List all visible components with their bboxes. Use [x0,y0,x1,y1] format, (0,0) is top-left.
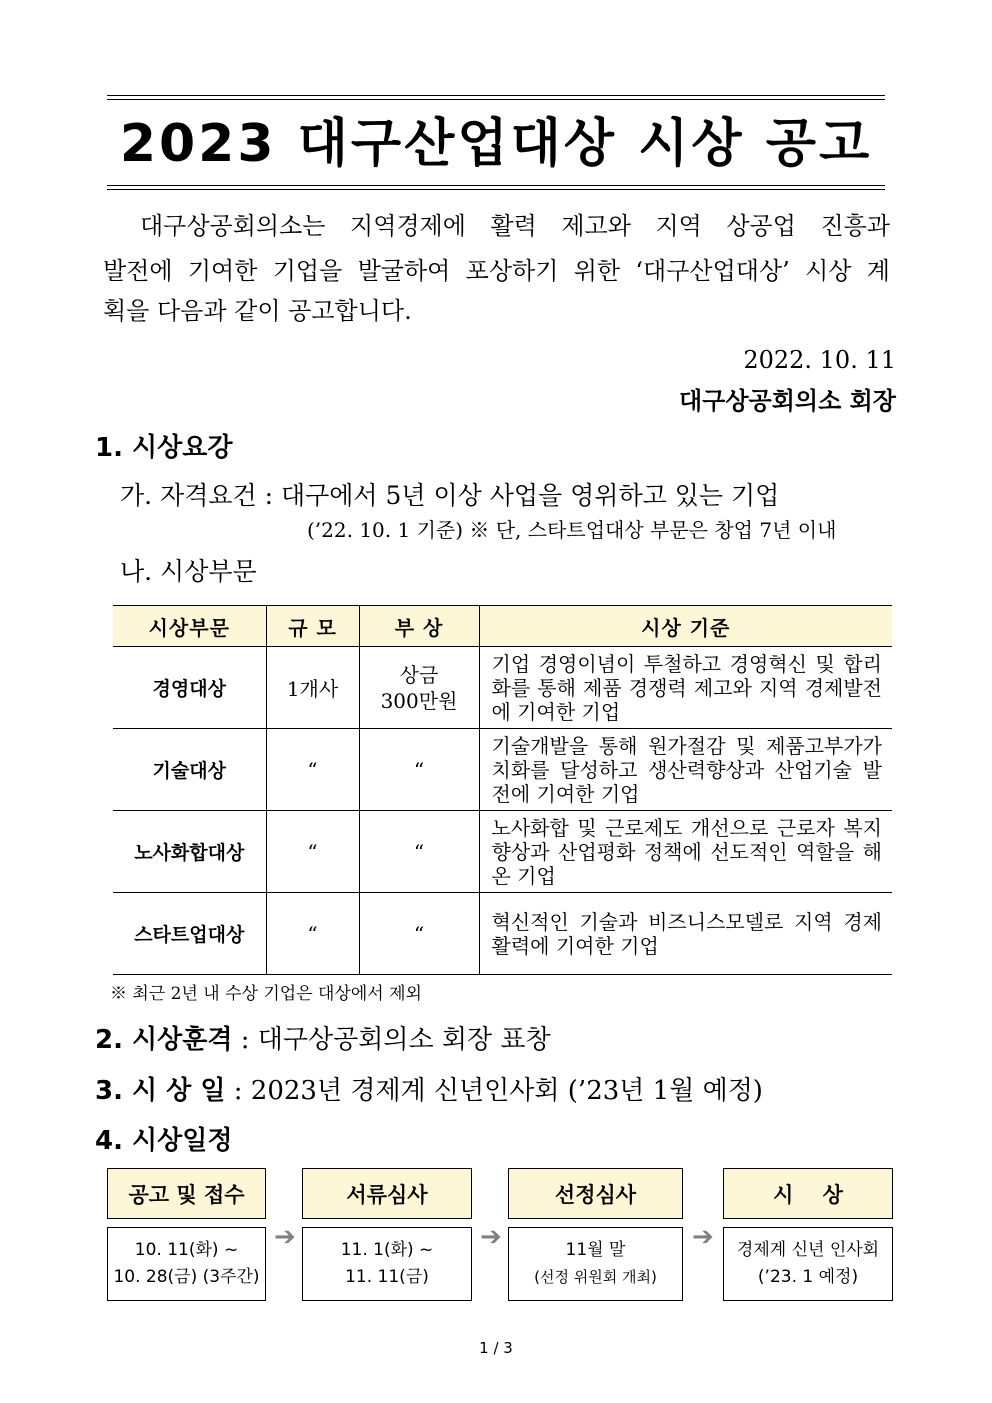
row-criteria: 혁신적인 기술과 비즈니스모델로 지역 경제 활력에 기여한 기업 [479,893,892,975]
intro-line-3: 획을 다음과 같이 공고합니다. [103,297,412,325]
table-row [113,893,892,975]
row-category: 기술대상 [113,729,266,811]
schedule-line: 11. 11(금) [345,1267,429,1287]
title-rule-top-1 [107,95,885,96]
title-rule-bottom-2 [107,189,885,190]
section3-label: 3. 시 상 일 [95,1076,226,1106]
schedule-step-title: 선정심사 [508,1168,683,1219]
row-prize: “ [359,811,479,893]
qualification-line: 가. 자격요건 : 대구에서 5년 이상 사업을 영위하고 있는 기업 [120,481,780,510]
award-table-header-row [113,606,892,647]
row-prize [359,647,479,729]
header-prize: 부 상 [359,606,479,647]
prize-line: 상금 [399,662,439,687]
row-criteria: 기술개발을 통해 원가절감 및 제품고부가가치화를 달성하고 생산력향상과 산업기술 발전에 기여한 기업 [479,729,892,811]
arrow-right-icon: ➔ [274,1222,296,1252]
award-table [113,605,892,975]
schedule-step-title: 서류심사 [302,1168,472,1219]
schedule-line: 경제계 신년 인사회 [736,1240,880,1260]
arrow-right-icon: ➔ [692,1222,714,1252]
page-number: 1 / 3 [479,1339,513,1357]
schedule-line: (선정 위원회 개최) [534,1268,657,1286]
schedule-step-detail [723,1227,893,1301]
issuer: 대구상공회의소 회장 [678,387,896,415]
row-criteria: 노사화합 및 근로제도 개선으로 근로자 복지 향상과 산업평화 정책에 선도적인 역할을 해온 기업 [479,811,892,893]
row-prize: “ [359,729,479,811]
row-scale: “ [266,811,359,893]
intro-line-2: 발전에 기여한 기업을 발굴하여 포상하기 위한 ‘대구산업대상’ 시상 계 [103,257,890,285]
prize-amount: 300만원 [380,688,458,713]
table-row [113,811,892,893]
issue-date: 2022. 10. 11 [743,346,896,374]
schedule-step-detail [302,1227,472,1301]
schedule-line: 10. 28(금) (3주간) [113,1267,260,1287]
row-category: 노사화합대상 [113,811,266,893]
schedule-step-title: 공고 및 접수 [107,1168,266,1219]
qualification-note: (’22. 10. 1 기준) ※ 단, 스타트업대상 부문은 창업 7년 이내 [307,518,837,542]
intro-line-1: 대구상공회의소는 지역경제에 활력 제고와 지역 상공업 진흥과 [140,212,890,240]
row-criteria: 기업 경영이념이 투철하고 경영혁신 및 합리화를 통해 제품 경쟁력 제고와 지역 경제발전에 기여한 기업 [479,647,892,729]
schedule-line: 11월 말 [565,1240,626,1260]
section1-heading: 1. 시상요강 [95,433,233,463]
table-footnote: ※ 최근 2년 내 수상 기업은 대상에서 제외 [110,984,422,1004]
schedule-step-title: 시 상 [723,1168,893,1219]
award-category-subheading: 나. 시상부문 [120,557,257,586]
row-category: 경영대상 [113,647,266,729]
header-scale: 규 모 [266,606,359,647]
section4-heading: 4. 시상일정 [95,1126,233,1156]
schedule-line: 10. 11(화) ~ [134,1240,239,1260]
section3-value: : 2023년 경제계 신년인사회 (’23년 1월 예정) [225,1076,763,1106]
header-criteria: 시상 기준 [479,606,892,647]
table-row [113,647,892,729]
row-category: 스타트업대상 [113,893,266,975]
section2-value: : 대구상공회의소 회장 표창 [232,1025,551,1055]
section2-label: 2. 시상훈격 [95,1025,233,1055]
table-row [113,729,892,811]
schedule-step-detail [508,1227,683,1301]
row-scale: “ [266,729,359,811]
schedule-line: (’23. 1 예정) [757,1267,859,1287]
schedule-line: 11. 1(화) ~ [340,1240,434,1260]
schedule-step-detail [107,1227,266,1301]
document-title: 2023 대구산업대상 시상 공고 [119,114,873,174]
title-rule-top-2 [107,99,885,100]
section2-line [95,1024,551,1056]
section3-line [95,1075,763,1107]
row-scale: 1개사 [266,647,359,729]
header-category: 시상부문 [113,606,266,647]
row-prize: “ [359,893,479,975]
arrow-right-icon: ➔ [480,1222,502,1252]
title-rule-bottom-1 [107,185,885,186]
row-scale: “ [266,893,359,975]
